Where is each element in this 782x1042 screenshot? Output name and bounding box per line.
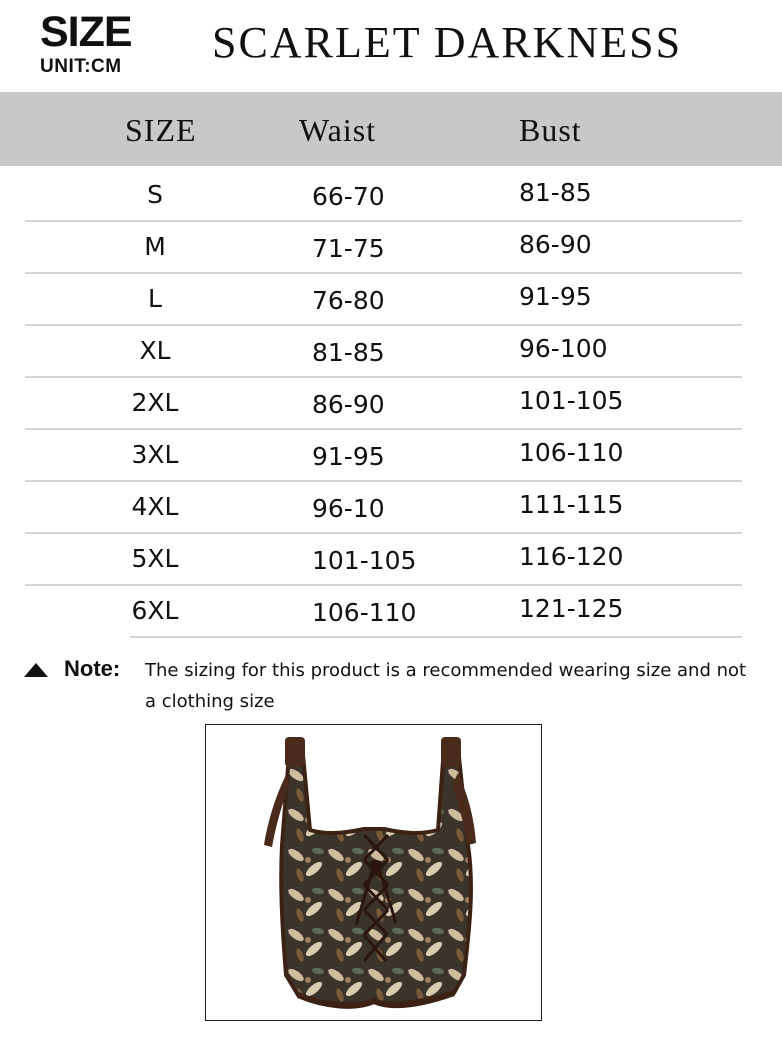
waist-cell: 71-75: [312, 234, 385, 263]
column-header-bust: Bust: [519, 112, 582, 148]
size-cell: S: [147, 180, 163, 209]
waist-cell: 96-10: [312, 494, 385, 523]
bust-cell: 81-85: [519, 178, 592, 207]
bust-cell: 86-90: [519, 230, 592, 259]
size-cell: L: [148, 284, 162, 313]
table-row: [0, 274, 782, 326]
unit-label: UNIT:CM: [40, 56, 122, 77]
note-label: Note:: [64, 656, 121, 681]
table-row: [0, 534, 782, 586]
table-header: [0, 92, 782, 166]
waist-cell: 86-90: [312, 390, 385, 419]
waist-cell: 106-110: [312, 598, 417, 627]
row-divider: [130, 636, 742, 638]
waist-cell: 81-85: [312, 338, 385, 367]
corset-illustration: [206, 725, 541, 1020]
bust-cell: 121-125: [519, 594, 624, 623]
size-cell: 4XL: [131, 492, 179, 521]
brand-title: SCARLET DARKNESS: [212, 18, 683, 67]
note-text: The sizing for this product is a recommended wearing size and not a clothing size: [145, 660, 747, 712]
size-cell: 3XL: [131, 440, 179, 469]
column-header-waist: Waist: [299, 112, 377, 148]
bust-cell: 116-120: [519, 542, 624, 571]
waist-cell: 101-105: [312, 546, 417, 575]
column-header-size: SIZE: [125, 112, 197, 148]
waist-cell: 66-70: [312, 182, 385, 211]
bust-cell: 96-100: [519, 334, 608, 363]
product-image: [205, 724, 542, 1021]
size-cell: XL: [139, 336, 171, 365]
size-cell: 5XL: [131, 544, 179, 573]
triangle-up-icon: [24, 663, 48, 677]
bust-cell: 101-105: [519, 386, 624, 415]
waist-cell: 76-80: [312, 286, 385, 315]
size-logo: [40, 10, 150, 78]
size-cell: 2XL: [131, 388, 179, 417]
table-row: [0, 586, 782, 638]
table-row: [0, 222, 782, 274]
bust-cell: 106-110: [519, 438, 624, 467]
size-logo-title: SIZE: [40, 8, 132, 56]
size-cell: M: [144, 232, 166, 261]
size-cell: 6XL: [131, 596, 179, 625]
bust-cell: 111-115: [519, 490, 624, 519]
table-row: [0, 378, 782, 430]
bust-cell: 91-95: [519, 282, 592, 311]
waist-cell: 91-95: [312, 442, 385, 471]
table-row: [0, 170, 782, 222]
table-row: [0, 482, 782, 534]
table-row: [0, 430, 782, 482]
table-row: [0, 326, 782, 378]
